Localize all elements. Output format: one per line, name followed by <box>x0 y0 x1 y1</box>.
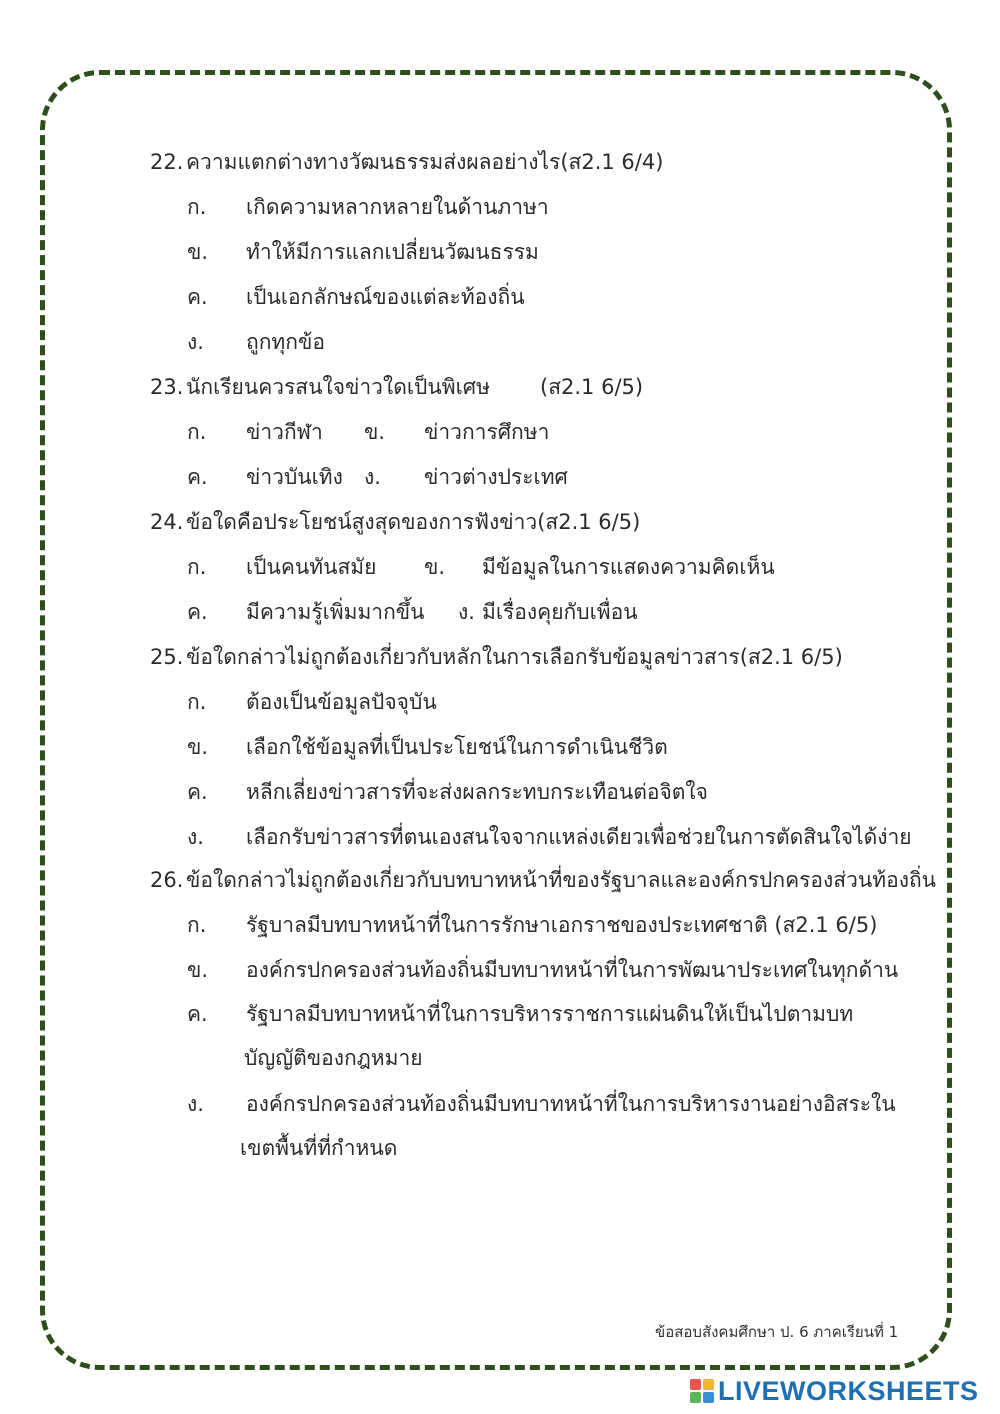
logo-square-red <box>690 1379 701 1390</box>
option-text: หลีกเลี่ยงข่าวสารที่จะส่งผลกระทบกระเทือนต่อจิตใจ <box>246 780 708 804</box>
option-label: ข. <box>187 958 209 982</box>
option-label: ค. <box>187 285 208 309</box>
option-text[interactable]: มีเรื่องคุยกับเพื่อน <box>482 600 638 624</box>
question-number: 26. <box>150 868 184 892</box>
option-label: ข. <box>424 555 446 579</box>
option-text[interactable]: ข่าวบันเทิง <box>246 465 343 489</box>
indicator-code: (ส2.1 6/5) <box>540 375 644 399</box>
option-text[interactable]: เป็นคนทันสมัย <box>246 555 377 579</box>
option-label: ก. <box>187 195 207 219</box>
question-text: นักเรียนควรสนใจข่าวใดเป็นพิเศษ <box>186 375 490 399</box>
question-text: ข้อใดคือประโยชน์สูงสุดของการฟังข่าว(ส2.1 6/5) <box>186 510 641 534</box>
option-text: เลือกใช้ข้อมูลที่เป็นประโยชน์ในการดำเนินชีวิต <box>246 735 668 759</box>
question-number: 22. <box>150 150 184 174</box>
question-text: ข้อใดกล่าวไม่ถูกต้องเกี่ยวกับหลักในการเลือกรับข้อมูลข่าวสาร(ส2.1 6/5) <box>186 645 843 669</box>
option-label: ข. <box>364 420 386 444</box>
brand-name: LIVEWORKSHEETS <box>718 1375 979 1406</box>
liveworksheets-logo-icon <box>690 1379 714 1403</box>
option-text-continued: บัญญัติของกฎหมาย <box>244 1046 423 1070</box>
option-label: ง. <box>458 600 475 624</box>
option-text: องค์กรปกครองส่วนท้องถิ่นมีบทบาทหน้าที่ในการพัฒนาประเทศในทุกด้าน <box>246 958 899 982</box>
option-text: รัฐบาลมีบทบาทหน้าที่ในการบริหารราชการแผ่นดินให้เป็นไปตามบท <box>246 1002 854 1026</box>
option-label: ค. <box>187 465 208 489</box>
liveworksheets-brand[interactable] <box>690 1374 979 1408</box>
question-number: 23. <box>150 375 184 399</box>
option-label: ก. <box>187 420 207 444</box>
option-text: เกิดความหลากหลายในด้านภาษา <box>246 195 549 219</box>
option-label: ข. <box>187 240 209 264</box>
option-label: ก. <box>187 690 207 714</box>
option-text: รัฐบาลมีบทบาทหน้าที่ในการรักษาเอกราชของประเทศชาติ (ส2.1 6/5) <box>246 913 878 937</box>
option-text[interactable]: มีความรู้เพิ่มมากขึ้น <box>246 600 425 624</box>
question-text: ข้อใดกล่าวไม่ถูกต้องเกี่ยวกับบทบาทหน้าที่ของรัฐบาลและองค์กรปกครองส่วนท้องถิ่น <box>186 868 937 892</box>
option-text-continued: เขตพื้นที่ที่กำหนด <box>240 1136 398 1160</box>
option-text: ทำให้มีการแลกเปลี่ยนวัฒนธรรม <box>246 240 539 264</box>
option-label: ค. <box>187 600 208 624</box>
option-label: ง. <box>187 825 204 849</box>
option-text: องค์กรปกครองส่วนท้องถิ่นมีบทบาทหน้าที่ในการบริหารงานอย่างอิสระใน <box>246 1092 896 1116</box>
option-label: ง. <box>364 465 381 489</box>
option-label: ง. <box>187 1092 204 1116</box>
option-label: ก. <box>187 555 207 579</box>
logo-square-green <box>690 1392 701 1403</box>
page-footer: ข้อสอบสังคมศึกษา ป. 6 ภาคเรียนที่ 1 <box>655 1323 899 1341</box>
option-text: ถูกทุกข้อ <box>246 330 325 354</box>
logo-square-blue <box>703 1392 714 1403</box>
option-text: ต้องเป็นข้อมูลปัจจุบัน <box>246 690 437 714</box>
option-label: ค. <box>187 1002 208 1026</box>
question-number: 24. <box>150 510 184 534</box>
logo-square-yellow <box>703 1379 714 1390</box>
option-text[interactable]: ข่าวต่างประเทศ <box>424 465 568 489</box>
option-text: เป็นเอกลักษณ์ของแต่ละท้องถิ่น <box>246 285 525 309</box>
option-label: ง. <box>187 330 204 354</box>
option-text: เลือกรับข่าวสารที่ตนเองสนใจจากแหล่งเดียวเพื่อช่วยในการตัดสินใจได้ง่าย <box>246 825 912 849</box>
option-label: ข. <box>187 735 209 759</box>
option-text[interactable]: มีข้อมูลในการแสดงความคิดเห็น <box>482 555 775 579</box>
question-number: 25. <box>150 645 184 669</box>
option-text[interactable]: ข่าวกีฬา <box>246 420 323 444</box>
option-label: ค. <box>187 780 208 804</box>
option-label: ก. <box>187 913 207 937</box>
question-text: ความแตกต่างทางวัฒนธรรมส่งผลอย่างไร(ส2.1 6/4) <box>186 150 664 174</box>
option-text[interactable]: ข่าวการศึกษา <box>424 420 550 444</box>
